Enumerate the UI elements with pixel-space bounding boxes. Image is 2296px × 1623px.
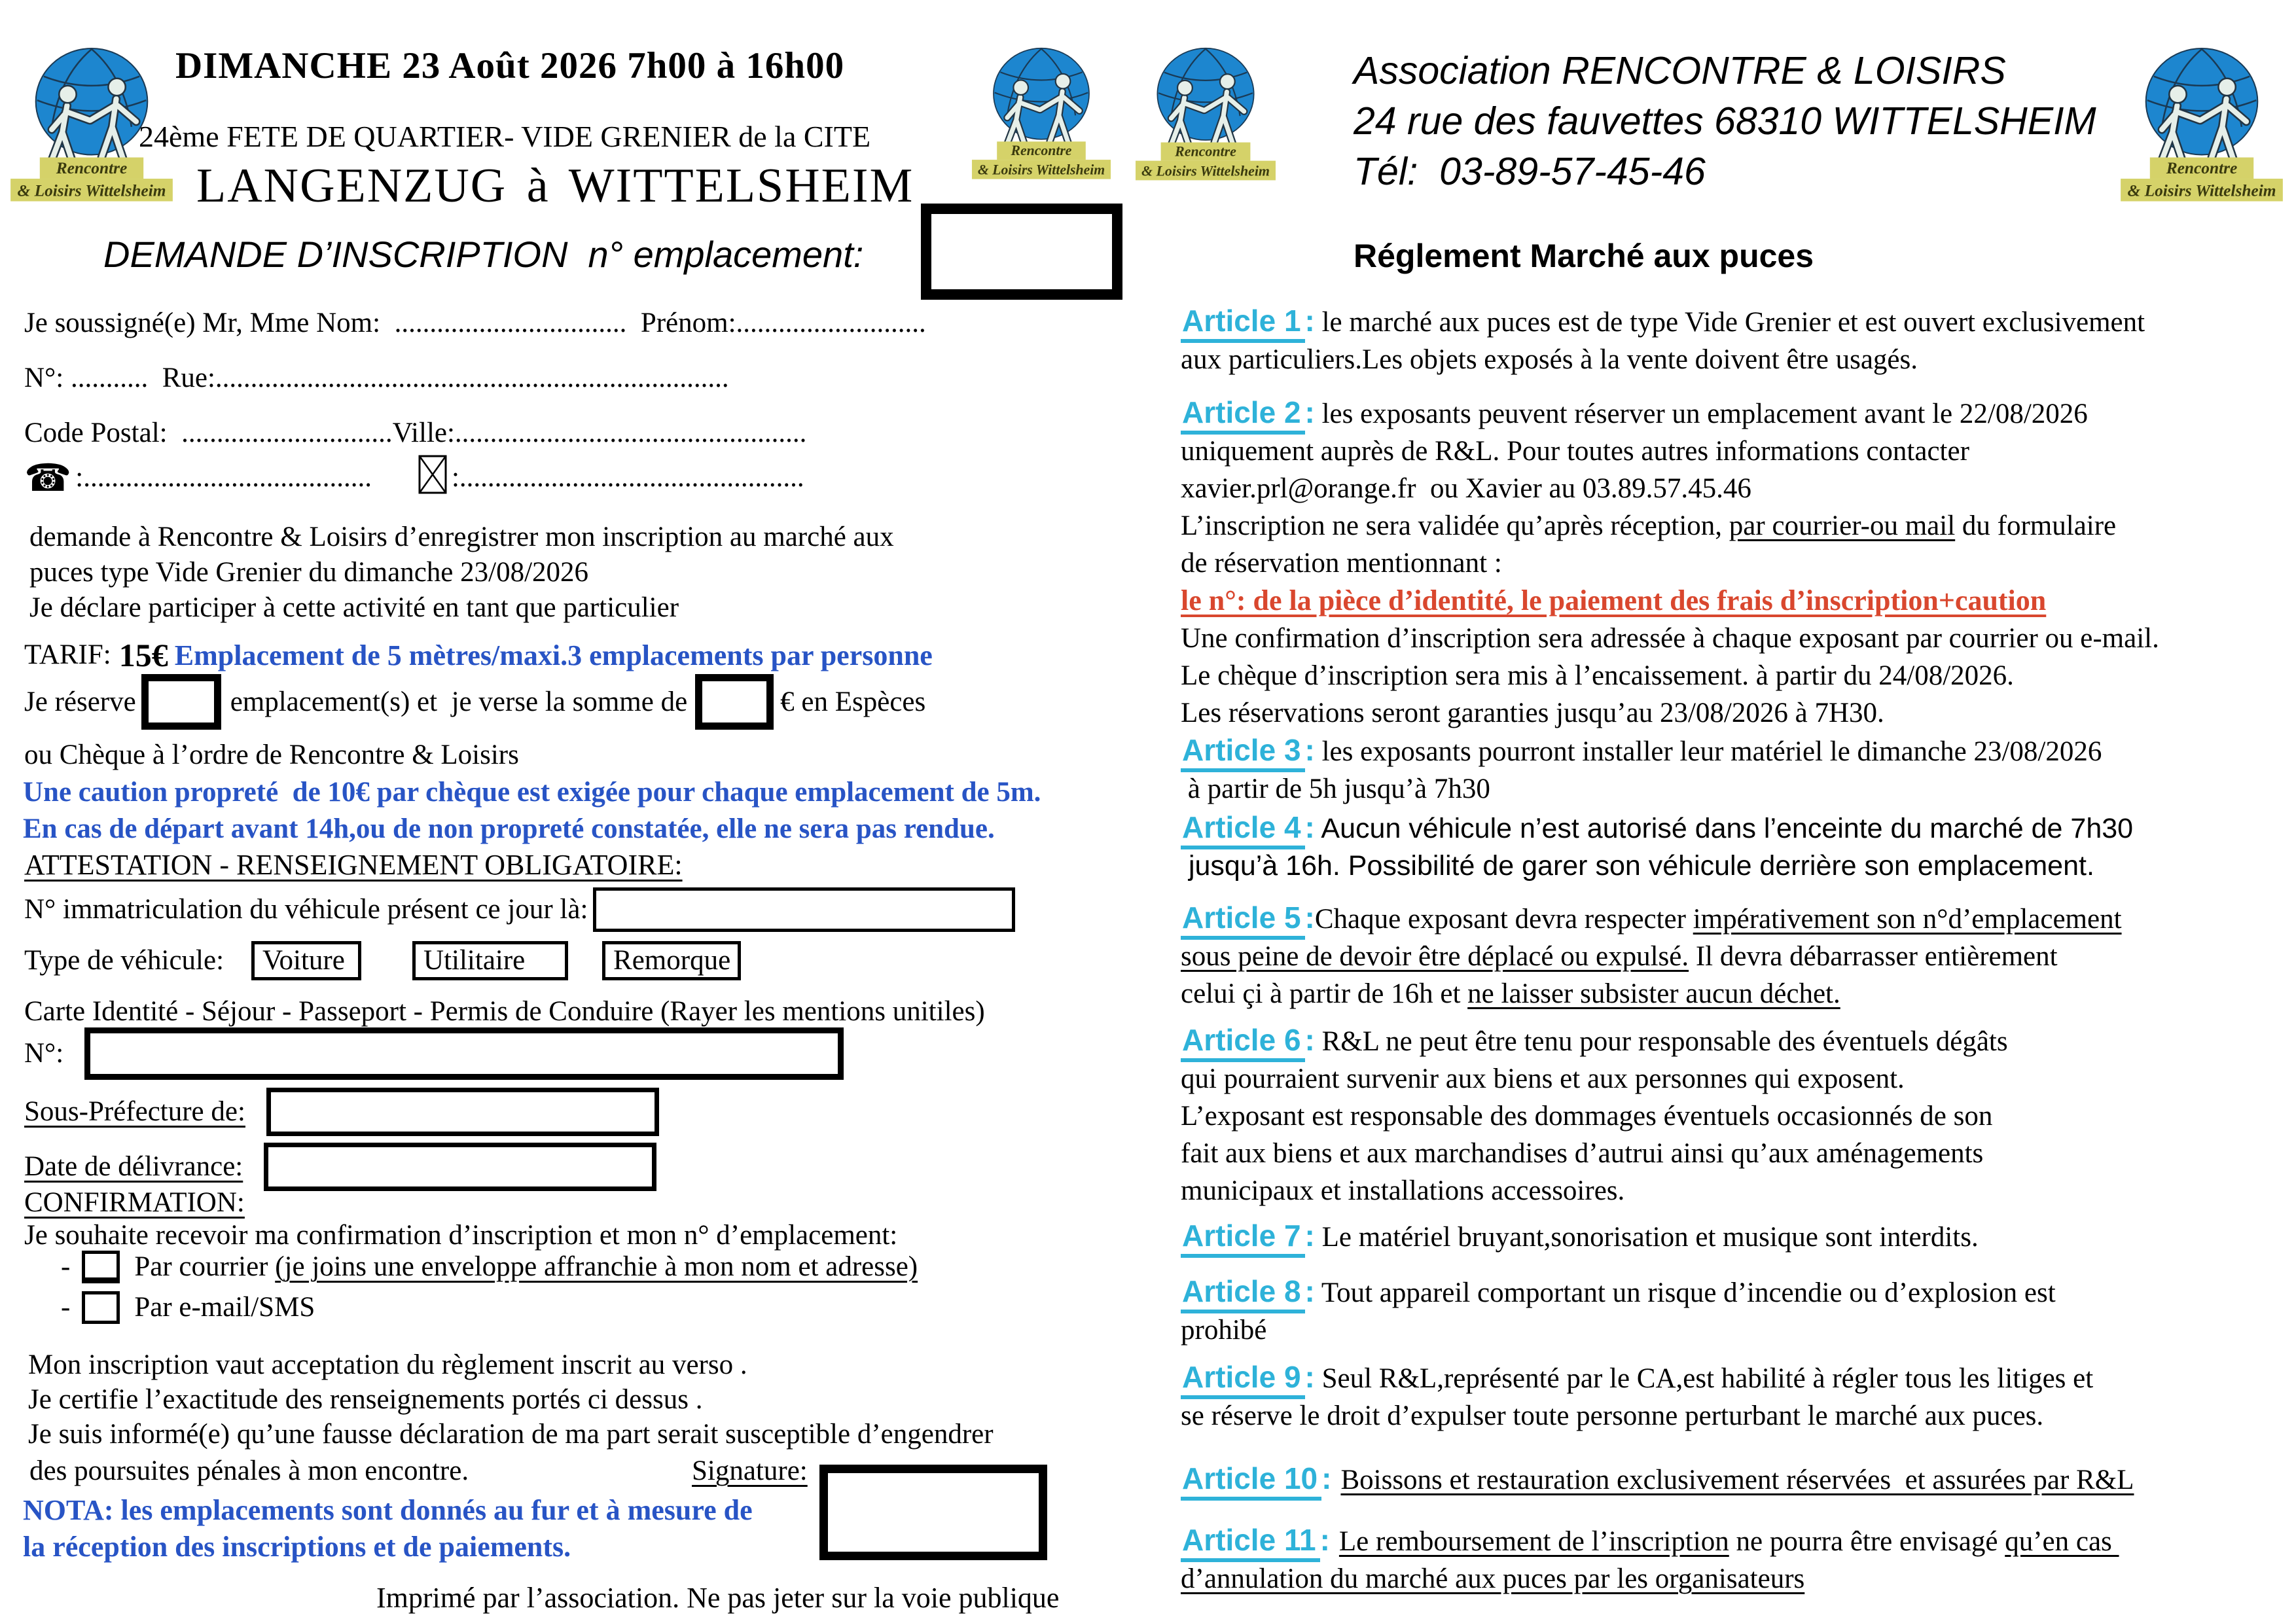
cheque-line: ou Chèque à l’ordre de Rencontre & Loisirs <box>24 740 519 770</box>
article-colon: : <box>1304 1274 1315 1308</box>
vehicle-option-voiture[interactable] <box>251 941 361 980</box>
vehicle-option-utilitaire[interactable] <box>412 941 568 980</box>
article-line <box>1181 1560 2293 1597</box>
article-text: Le matériel bruyant,sonorisation et musique sont interdits. <box>1314 1222 1979 1253</box>
article-text-underlined: par courrier-ou mail <box>1729 510 1956 541</box>
vehicle-option-label: Utilitaire <box>423 945 526 976</box>
email-option-label: Par e-mail/SMS <box>134 1292 315 1323</box>
logo-banner-line2: & Loisirs Wittelsheim <box>977 162 1105 178</box>
article-colon: : <box>1304 304 1315 338</box>
vehicle-option-label: Voiture <box>262 945 345 976</box>
street-line[interactable] <box>24 361 729 395</box>
delivery-date-box[interactable] <box>264 1143 656 1191</box>
confirmation-wish-line: Je souhaite recevoir ma confirmation d’inscription et mon n° d’emplacement: <box>24 1220 898 1251</box>
email-option-line <box>61 1291 315 1325</box>
article-line <box>1181 1359 2293 1397</box>
article-text: Seul R&L,représenté par le CA,est habilité à régler tous les litiges et <box>1314 1363 2094 1394</box>
article-line <box>1181 1397 2293 1435</box>
article-line <box>1181 657 2293 694</box>
email-checkbox[interactable] <box>82 1291 120 1324</box>
article-line <box>1181 302 2293 341</box>
street-line-text: N°: ........... Rue:......................................................................... <box>24 363 729 393</box>
article-colon: : <box>1319 1523 1330 1557</box>
name-line-text: Je soussigné(e) Mr, Mme Nom: ................................. Prénom:........................... <box>24 308 926 338</box>
articles-list <box>1181 302 2293 1597</box>
article-3-label: Article 3 <box>1181 733 1305 772</box>
list-dash: - <box>61 1292 71 1323</box>
acceptance-line4: des poursuites pénales à mon encontre. <box>29 1455 469 1486</box>
vehicle-type-label: Type de véhicule: <box>24 945 224 976</box>
event-date-title: DIMANCHE 23 Août 2026 7h00 à 16h00 <box>175 45 845 86</box>
postal-city-text: Code Postal: ..............................Ville:.................................................. <box>24 418 807 448</box>
nota-line1: NOTA: les emplacements sont donnés au fur et à mesure de <box>23 1494 753 1526</box>
immatriculation-box[interactable] <box>593 887 1015 932</box>
postal-city-line[interactable] <box>24 416 806 450</box>
article-6 <box>1181 1022 2293 1209</box>
declaration-line: Je déclare participer à cette activité en tant que particulier <box>29 592 679 623</box>
article-text: R&L ne peut être tenu pour responsable des éventuels dégâts <box>1314 1026 2008 1057</box>
article-1 <box>1181 302 2293 378</box>
article-line <box>1181 1273 2293 1311</box>
telephone-icon: ☎ <box>24 455 72 500</box>
event-location-title: LANGENZUG à WITTELSHEIM <box>196 159 914 213</box>
article-4-label: Article 4 <box>1181 810 1305 849</box>
article-text-underlined: Boissons et restauration exclusivement réservées et assurées par R&L <box>1340 1465 2134 1495</box>
reglement-title: Réglement Marché aux puces <box>1354 238 1814 274</box>
logo-banner-line1: Rencontre <box>2166 158 2238 177</box>
article-text: Tout appareil comportant un risque d’incendie ou d’explosion est <box>1314 1277 2056 1308</box>
article-line <box>1181 1172 2293 1209</box>
article-line-important <box>1181 582 2293 620</box>
article-5 <box>1181 899 2293 1012</box>
tarif-line <box>24 636 933 674</box>
article-text: Il devra débarrasser entièrement <box>1689 941 2058 972</box>
article-contact-text: xavier.prl@orange.fr ou Xavier au 03.89.57.45.46 <box>1181 473 1751 504</box>
email-field: :................................................. <box>451 462 804 493</box>
article-8-label: Article 8 <box>1181 1274 1305 1313</box>
article-text-underlined: sous peine de devoir être déplacé ou expulsé. <box>1181 941 1689 972</box>
article-line <box>1181 620 2293 657</box>
vehicle-type-line <box>24 941 741 980</box>
request-paragraph-line2: puces type Vide Grenier du dimanche 23/08/2026 <box>29 557 589 588</box>
article-colon: : <box>1304 1219 1315 1253</box>
delivery-date-label: Date de délivrance: <box>24 1151 243 1182</box>
article-text: ne pourra être envisagé <box>1729 1526 2005 1557</box>
article-line <box>1181 1060 2293 1097</box>
sous-prefecture-box[interactable] <box>266 1088 659 1136</box>
footer-note: Imprimé par l’association. Ne pas jeter sur la voie publique <box>376 1582 1060 1614</box>
request-paragraph-line1: demande à Rencontre & Loisirs d’enregistrer mon inscription au marché aux <box>29 522 894 552</box>
article-text: fait aux biens et aux marchandises d’autrui ainsi qu’aux aménagements <box>1181 1138 1984 1169</box>
article-line <box>1181 394 2293 433</box>
signature-label: Signature: <box>692 1455 808 1486</box>
reserve-text-b: emplacement(s) et je verse la somme de <box>230 686 688 717</box>
association-name: Association RENCONTRE & LOISIRS <box>1354 49 2006 92</box>
right-page-reglement <box>1178 0 2295 1623</box>
sous-prefecture-label: Sous-Préfecture de: <box>24 1096 245 1127</box>
nota-line2: la réception des inscriptions et de paiements. <box>23 1531 571 1563</box>
list-dash: - <box>61 1251 71 1282</box>
article-colon: : <box>1304 1023 1315 1057</box>
article-text: Le chèque d’inscription sera mis à l’encaissement. à partir du 24/08/2026. <box>1181 660 2014 691</box>
courrier-option-line <box>61 1250 918 1284</box>
telephone-field: :......................................... <box>75 462 372 493</box>
article-text: Chaque exposant devra respecter <box>1314 904 1693 935</box>
logo-banner-line2: & Loisirs Wittelsheim <box>1141 162 1270 179</box>
vehicle-option-label: Remorque <box>613 945 731 976</box>
event-name-title: 24ème FETE DE QUARTIER- VIDE GRENIER de la CITE <box>139 120 871 153</box>
article-line <box>1181 809 2293 847</box>
article-11 <box>1181 1522 2293 1597</box>
article-line <box>1181 1135 2293 1172</box>
immatriculation-line <box>24 887 1015 932</box>
courrier-checkbox[interactable] <box>82 1251 120 1283</box>
tarif-info: Emplacement de 5 mètres/maxi.3 emplacements par personne <box>174 639 933 671</box>
document-number-label: N°: <box>24 1038 64 1069</box>
article-line <box>1181 975 2293 1012</box>
article-colon: : <box>1304 395 1315 429</box>
name-line[interactable] <box>24 306 926 340</box>
article-4 <box>1181 809 2293 885</box>
left-page-form <box>23 0 1139 1623</box>
article-text: du formulaire <box>1955 510 2117 541</box>
article-text: prohibé <box>1181 1315 1267 1346</box>
sous-prefecture-line <box>24 1088 659 1136</box>
article-text: jusqu’à 16h. Possibilité de garer son véhicule derrière son emplacement. <box>1181 850 2094 882</box>
article-line <box>1181 847 2293 885</box>
article-colon: : <box>1304 1360 1315 1394</box>
article-11-label: Article 11 <box>1181 1523 1320 1562</box>
article-line <box>1181 1522 2293 1560</box>
article-7 <box>1181 1217 2293 1256</box>
article-text-underlined: d’annulation du marché aux puces par les organisateurs <box>1181 1563 1805 1594</box>
logo-banner-line2: & Loisirs Wittelsheim <box>17 181 166 200</box>
article-line <box>1181 899 2293 938</box>
article-text-underlined: impérativement son n°d’emplacement <box>1693 904 2122 935</box>
article-text-important: le n°: de la pièce d’identité, le paiement des frais d’inscription+caution <box>1181 584 2047 616</box>
article-text: qui pourraient survenir aux biens et aux personnes qui exposent. <box>1181 1063 1905 1094</box>
logo-banner-line2: & Loisirs Wittelsheim <box>2127 181 2276 200</box>
association-phone: Tél: 03-89-57-45-46 <box>1354 150 1706 193</box>
article-line <box>1181 1460 2293 1499</box>
article-text-underlined: Le remboursement de l’inscription <box>1338 1526 1729 1557</box>
document-number-line <box>24 1027 844 1080</box>
article-line <box>1181 1311 2293 1349</box>
article-text-underlined: qu’en cas <box>2005 1526 2119 1557</box>
tarif-label: TARIF: <box>24 639 111 670</box>
article-line <box>1181 732 2293 770</box>
article-1-label: Article 1 <box>1181 304 1305 343</box>
article-text: à partir de 5h jusqu’à 7h30 <box>1181 774 1490 804</box>
article-text: L’exposant est responsable des dommages éventuels occasionnés de son <box>1181 1101 1993 1132</box>
document-number-box[interactable] <box>84 1027 844 1080</box>
acceptance-line1: Mon inscription vaut acceptation du règlement inscrit au verso . <box>28 1349 747 1380</box>
article-text: le marché aux puces est de type Vide Grenier et est ouvert exclusivement <box>1314 307 2145 338</box>
confirmation-heading: CONFIRMATION: <box>24 1187 245 1218</box>
article-colon: : <box>1304 733 1315 767</box>
association-address: 24 rue des fauvettes 68310 WITTELSHEIM <box>1354 99 2096 143</box>
article-line <box>1181 544 2293 582</box>
article-line <box>1181 1022 2293 1060</box>
article-text: de réservation mentionnant : <box>1181 548 1502 579</box>
reserve-text-a: Je réserve <box>24 686 136 717</box>
article-colon: : <box>1304 901 1315 935</box>
article-text: Les réservations seront garanties jusqu’au 23/08/2026 à 7H30. <box>1181 698 1884 728</box>
article-line <box>1181 470 2293 507</box>
article-2-label: Article 2 <box>1181 395 1305 435</box>
article-text: Une confirmation d’inscription sera adressée à chaque exposant par courrier ou e-mail. <box>1181 623 2159 654</box>
article-text: se réserve le droit d’expulser toute personne perturbant le marché aux puces. <box>1181 1400 2044 1431</box>
article-line <box>1181 433 2293 470</box>
article-text: les exposants peuvent réserver un emplacement avant le 22/08/2026 <box>1314 399 2088 429</box>
reserve-text-c: € en Espèces <box>780 686 926 717</box>
tarif-price: 15€ <box>118 637 168 673</box>
article-line <box>1181 1097 2293 1135</box>
logo-banner-line1: Rencontre <box>56 158 128 177</box>
caution-line1: Une caution propreté de 10€ par chèque est exigée pour chaque emplacement de 5m. <box>23 777 1041 808</box>
article-line <box>1181 507 2293 544</box>
article-line <box>1181 694 2293 732</box>
courrier-option-note: (je joins une enveloppe affranchie à mon nom et adresse) <box>275 1251 918 1282</box>
envelope-icon <box>418 454 448 495</box>
article-line <box>1181 770 2293 808</box>
courrier-option-label: Par courrier <box>134 1251 276 1282</box>
article-text-underlined: ne laisser subsister aucun déchet. <box>1467 978 1840 1009</box>
article-8 <box>1181 1273 2293 1349</box>
amount-box[interactable] <box>695 674 774 730</box>
reserve-count-box[interactable] <box>141 674 221 730</box>
article-2 <box>1181 394 2293 732</box>
article-3 <box>1181 732 2293 808</box>
article-9 <box>1181 1359 2293 1435</box>
article-5-label: Article 5 <box>1181 901 1305 940</box>
acceptance-line3: Je suis informé(e) qu’une fausse déclaration de ma part serait susceptible d’engendrer <box>28 1419 994 1450</box>
attestation-heading: ATTESTATION - RENSEIGNEMENT OBLIGATOIRE: <box>24 849 683 881</box>
article-colon: : <box>1304 810 1315 844</box>
article-text: Aucun véhicule n’est autorisé dans l’enceinte du marché de 7h30 <box>1314 813 2134 844</box>
article-line <box>1181 341 2293 378</box>
article-text: municipaux et installations accessoires. <box>1181 1175 1625 1206</box>
article-7-label: Article 7 <box>1181 1219 1305 1258</box>
caution-line2: En cas de départ avant 14h,ou de non propreté constatée, elle ne sera pas rendue. <box>23 813 995 844</box>
immatriculation-label: N° immatriculation du véhicule présent ce jour là: <box>24 894 588 925</box>
phone-email-line[interactable] <box>24 454 804 500</box>
article-text: aux particuliers.Les objets exposés à la vente doivent être usagés. <box>1181 344 1918 375</box>
identity-documents-line: Carte Identité - Séjour - Passeport - Permis de Conduire (Rayer les mentions unitiles) <box>24 996 985 1027</box>
article-line <box>1181 1217 2293 1256</box>
vehicle-option-remorque[interactable] <box>602 941 741 980</box>
article-10-label: Article 10 <box>1181 1461 1321 1501</box>
signature-box[interactable] <box>819 1465 1047 1560</box>
reserve-line <box>24 674 925 730</box>
article-line <box>1181 938 2293 975</box>
article-colon: : <box>1321 1461 1332 1495</box>
article-text: uniquement auprès de R&L. Pour toutes autres informations contacter <box>1181 436 1969 467</box>
logo-banner-line1: Rencontre <box>1011 143 1072 159</box>
acceptance-line2: Je certifie l’exactitude des renseignements portés ci dessus . <box>28 1384 703 1415</box>
article-10 <box>1181 1460 2293 1499</box>
article-9-label: Article 9 <box>1181 1360 1305 1399</box>
article-text: les exposants pourront installer leur matériel le dimanche 23/08/2026 <box>1314 736 2102 767</box>
article-text: L’inscription ne sera validée qu’après réception, <box>1181 510 1729 541</box>
article-6-label: Article 6 <box>1181 1023 1305 1062</box>
logo-banner-line1: Rencontre <box>1175 143 1236 160</box>
article-text: celui çi à partir de 16h et <box>1181 978 1468 1009</box>
delivery-date-line <box>24 1143 656 1191</box>
registration-request-title: DEMANDE D’INSCRIPTION n° emplacement: <box>103 234 864 275</box>
